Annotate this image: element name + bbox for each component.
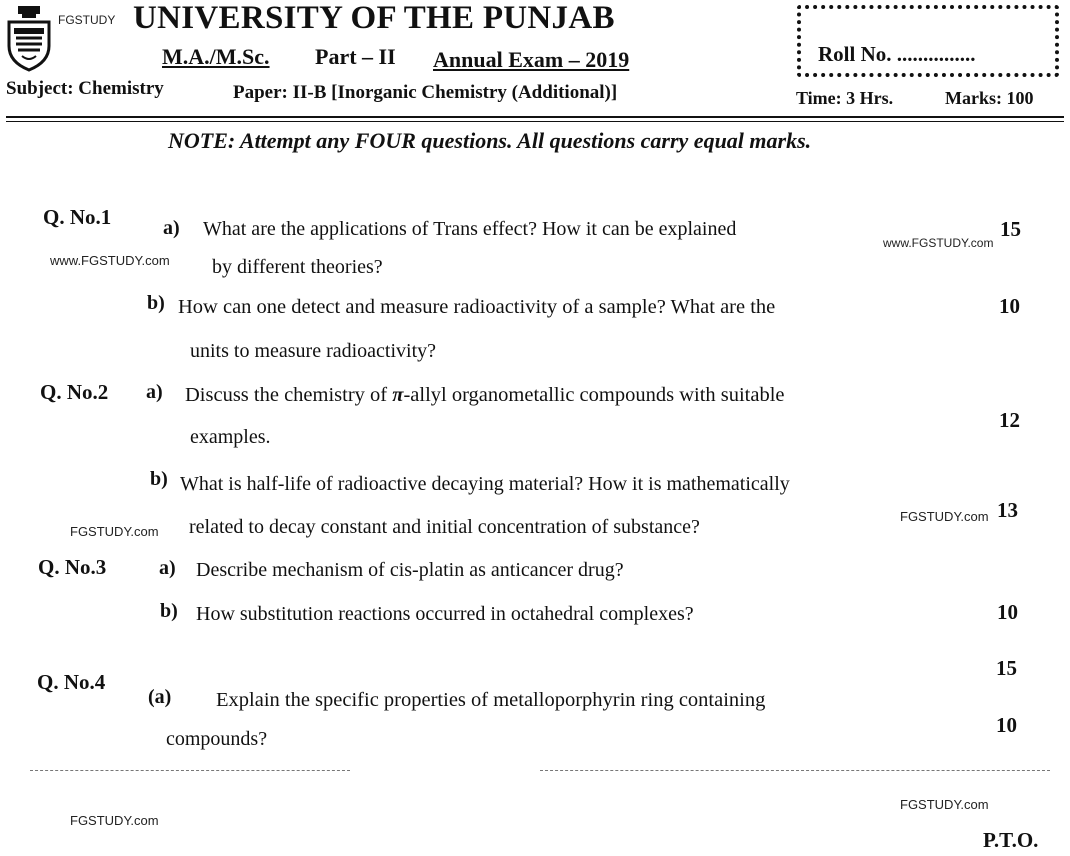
part-label: Part – II (315, 44, 396, 69)
q3a-label: a) (159, 557, 176, 579)
watermark-3: FGSTUDY.com (70, 524, 159, 539)
q1b-text-line1: How can one detect and measure radioactivity of a sample? What are the (178, 296, 776, 318)
question-1-label: Q. No.1 (43, 205, 112, 229)
watermark-1: www.FGSTUDY.com (883, 236, 994, 250)
q1b-text-line2: units to measure radioactivity? (190, 340, 437, 362)
q4a-text-line1: Explain the specific properties of metalloporphyrin ring containing (216, 689, 766, 711)
q2b-label: b) (150, 468, 168, 490)
watermark-5: FGSTUDY.com (900, 797, 989, 812)
paper-label: Paper: II-B [Inorganic Chemistry (Additional)] (233, 82, 618, 103)
q2b-text-line1: What is half-life of radioactive decaying material? How it is mathematically (180, 473, 790, 495)
q4a-label: (a) (148, 686, 172, 708)
question-2-label: Q. No.2 (40, 380, 109, 404)
q2a-label: a) (146, 381, 163, 403)
q2a-text-line2: examples. (190, 426, 271, 448)
question-3-label: Q. No.3 (38, 555, 107, 579)
university-logo (4, 4, 54, 72)
q1b-label: b) (147, 292, 165, 314)
q4a-text-line2: compounds? (166, 728, 268, 750)
q3-marks-extra: 15 (996, 656, 1017, 680)
header-rule-top (6, 116, 1064, 118)
watermark-4: FGSTUDY.com (900, 509, 989, 524)
q3-marks: 10 (997, 600, 1018, 624)
q2a-marks: 12 (999, 408, 1020, 432)
marks-label: Marks: 100 (945, 88, 1034, 108)
q3a-text-line1: Describe mechanism of cis-platin as anticancer drug? (196, 559, 624, 581)
q1a-label: a) (163, 217, 180, 239)
q4a-marks: 10 (996, 713, 1017, 737)
watermark-6: FGSTUDY.com (70, 813, 159, 828)
university-title: UNIVERSITY OF THE PUNJAB (133, 0, 615, 36)
scan-artifact-right (540, 770, 1050, 772)
pi-symbol: π (392, 384, 404, 406)
roll-number-field: Roll No. ............... (818, 42, 976, 66)
exam-note: NOTE: Attempt any FOUR questions. All questions carry equal marks. (168, 128, 812, 153)
degree-label: M.A./M.Sc. (162, 44, 270, 69)
watermark-2: www.FGSTUDY.com (50, 253, 170, 268)
subject-label: Subject: Chemistry (6, 78, 164, 99)
q3b-text-line1: How substitution reactions occurred in octahedral complexes? (196, 603, 694, 625)
time-label: Time: 3 Hrs. (796, 88, 894, 108)
q3b-label: b) (160, 600, 178, 622)
q1a-marks: 15 (1000, 217, 1021, 241)
pto-label: P.T.O. (983, 828, 1039, 852)
q2b-marks: 13 (997, 498, 1018, 522)
header-rule-bottom (6, 121, 1064, 122)
exam-label: Annual Exam – 2019 (433, 47, 630, 72)
q1a-text-line2: by different theories? (212, 256, 383, 278)
scan-artifact-left (30, 770, 350, 772)
watermark-top: FGSTUDY (58, 13, 116, 27)
question-4-label: Q. No.4 (37, 670, 106, 694)
q1b-marks: 10 (999, 294, 1020, 318)
q2b-text-line2: related to decay constant and initial concentration of substance? (189, 516, 700, 538)
q1a-text-line1: What are the applications of Trans effect? How it can be explained (203, 218, 737, 240)
q2a-text-line1: Discuss the chemistry of π-allyl organometallic compounds with suitable (185, 384, 785, 406)
